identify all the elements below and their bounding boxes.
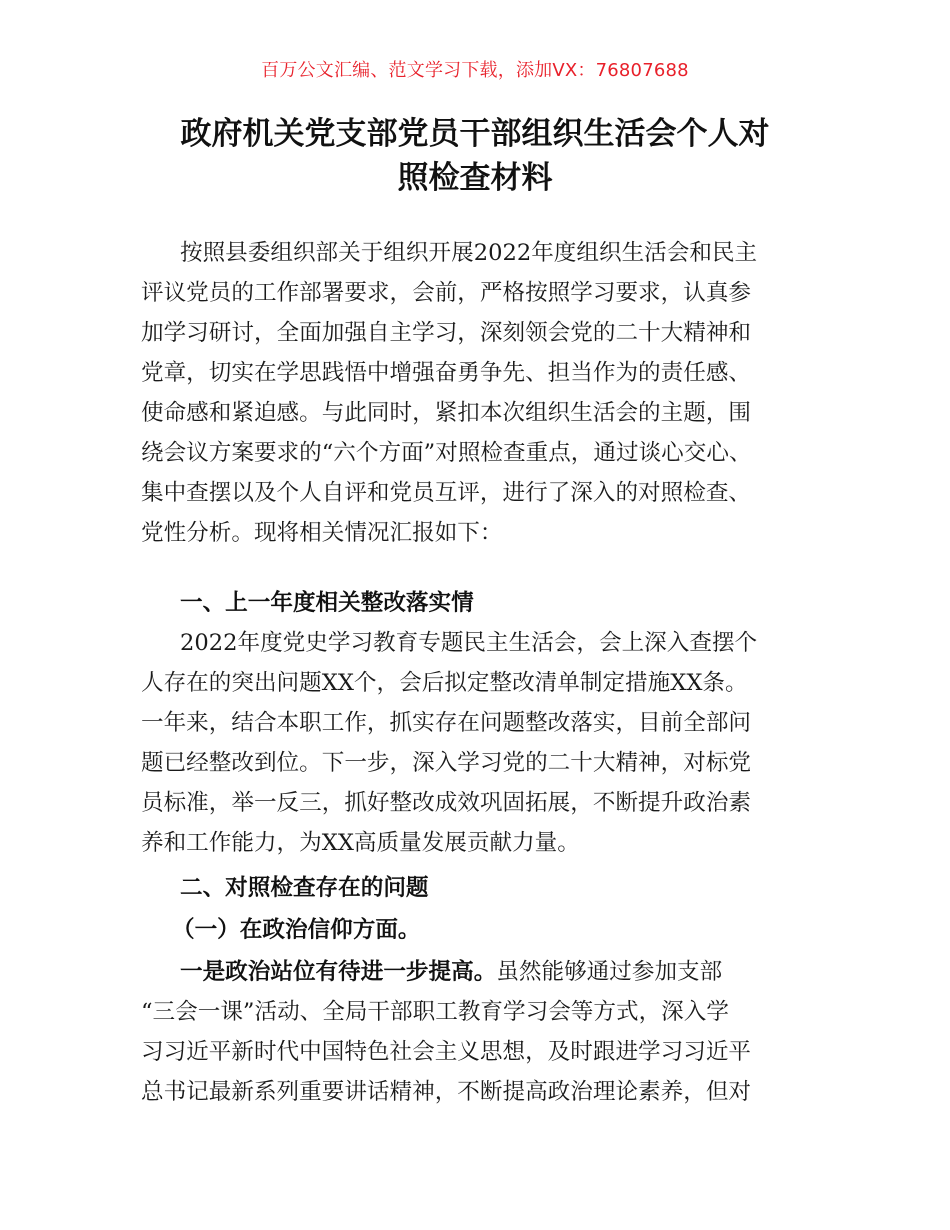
intro-line: 绕会议方案要求的“六个方面”对照检查重点，通过谈心交心、 — [141, 440, 752, 466]
section-2-heading: 二、对照检查存在的问题 — [180, 875, 429, 901]
title-line-1: 政府机关党支部党员干部组织生活会个人对 — [180, 116, 770, 152]
point-1-text: 虽然能够通过参加支部 — [496, 959, 723, 985]
intro-line: 党性分析。现将相关情况汇报如下： — [141, 520, 503, 546]
title-line-2: 照检查材料 — [397, 160, 553, 196]
section-2-subheading: （一）在政治信仰方面。 — [172, 917, 421, 943]
intro-line: 党章，切实在学思践悟中增强奋勇争先、担当作为的责任感、 — [141, 360, 752, 386]
header-contact-note: 百万公文汇编、范文学习下载，添加VX：76807688 — [261, 60, 689, 81]
section-1-line: 2022年度党史学习教育专题民主生活会，会上深入查摆个 — [180, 630, 758, 656]
section-1-line: 题已经整改到位。下一步，深入学习党的二十大精神，对标党 — [141, 750, 752, 776]
document-title — [140, 112, 810, 200]
section-1-line: 人存在的突出问题XX个，会后拟定整改清单制定措施XX条。 — [141, 670, 748, 696]
section-1-line: 员标准，举一反三，抓好整改成效巩固拓展，不断提升政治素 — [141, 790, 752, 816]
intro-line: 使命感和紧迫感。与此同时，紧扣本次组织生活会的主题，围 — [141, 400, 752, 426]
section-1-line: 一年来，结合本职工作，抓实存在问题整改落实，目前全部问 — [141, 710, 752, 736]
point-1-lead: 一是政治站位有待进一步提高。 — [180, 959, 497, 985]
point-1-first-line — [180, 952, 722, 992]
intro-line: 按照县委组织部关于组织开展2022年度组织生活会和民主 — [180, 240, 758, 266]
intro-line: 集中查摆以及个人自评和党员互评，进行了深入的对照检查、 — [141, 480, 752, 506]
intro-line: 加学习研讨，全面加强自主学习，深刻领会党的二十大精神和 — [141, 320, 752, 346]
intro-line: 评议党员的工作部署要求，会前，严格按照学习要求，认真参 — [141, 280, 752, 306]
section-1-line: 养和工作能力，为XX高质量发展贡献力量。 — [141, 830, 580, 856]
point-1-line: 总书记最新系列重要讲话精神，不断提高政治理论素养，但对 — [141, 1079, 752, 1105]
point-1-line: “三会一课”活动、全局干部职工教育学习会等方式，深入学 — [141, 999, 729, 1025]
point-1-line: 习习近平新时代中国特色社会主义思想，及时跟进学习习近平 — [141, 1039, 752, 1065]
section-1-heading: 一、上一年度相关整改落实情 — [180, 590, 474, 616]
